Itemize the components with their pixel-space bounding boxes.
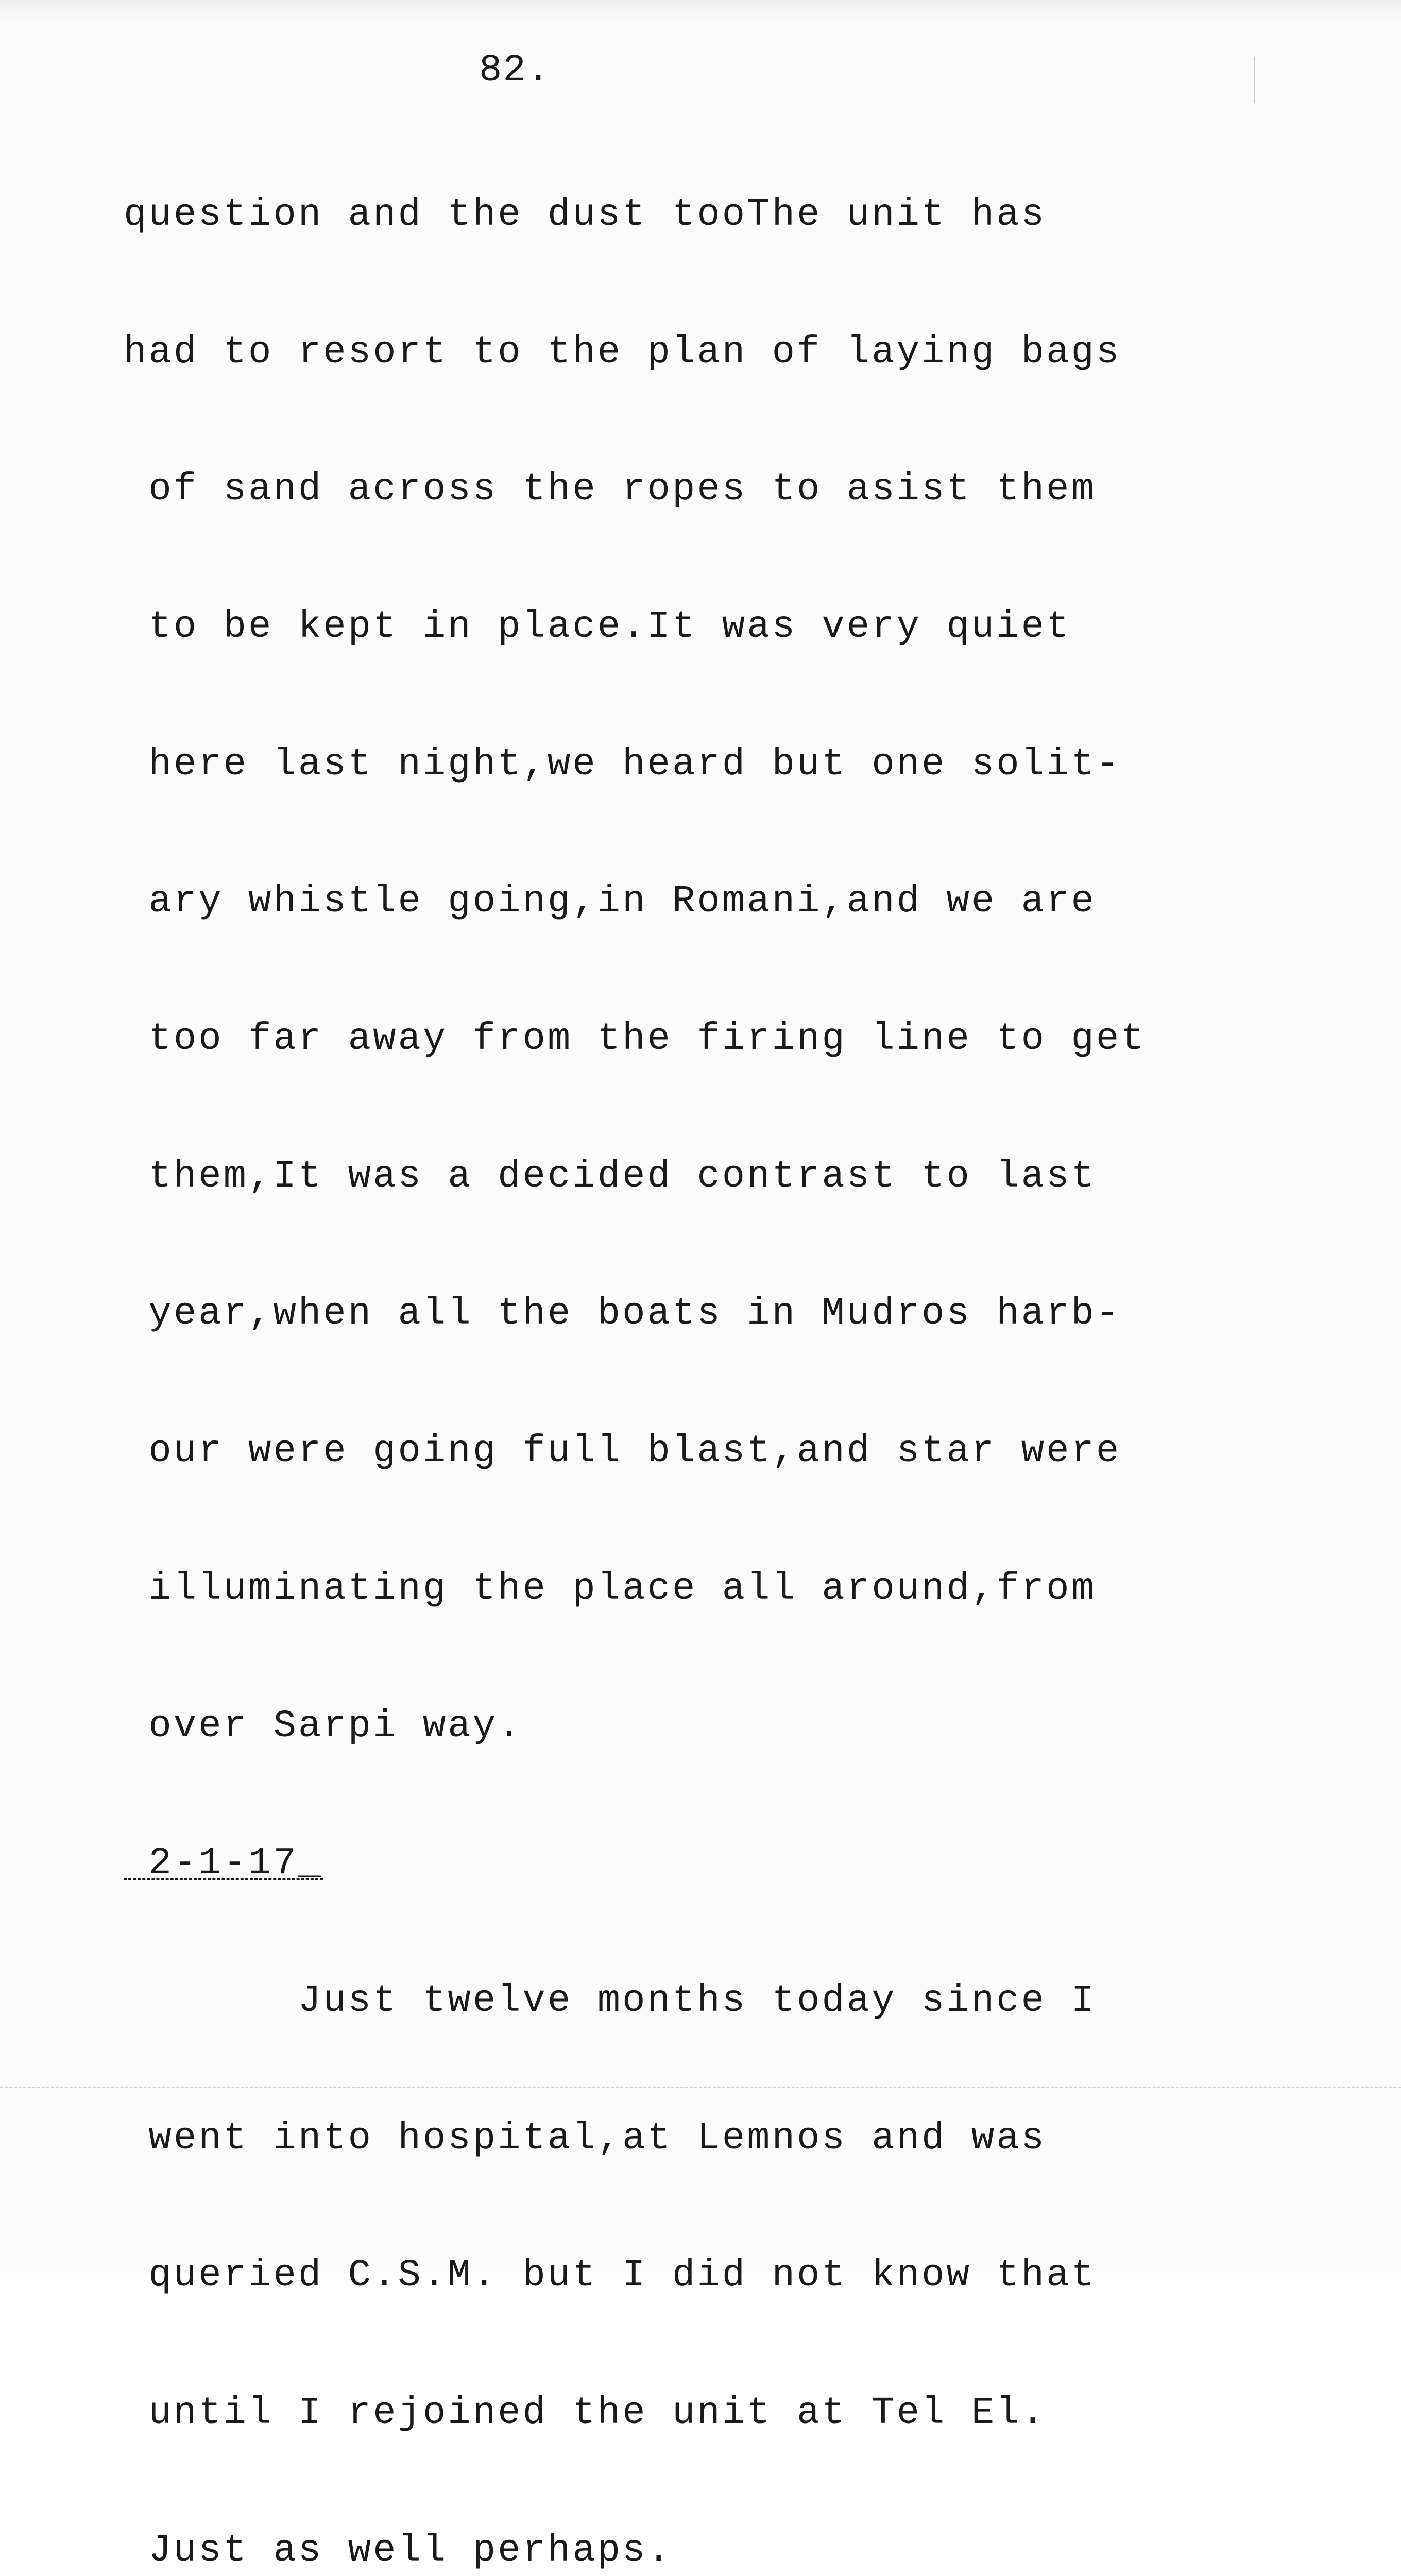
text-line: year,when all the boats in Mudros harb- <box>124 1292 1121 1336</box>
text-line: went into hospital,at Lemnos and was <box>124 2116 1047 2160</box>
scan-bottom-rule <box>0 2087 1401 2088</box>
date-heading: 2-1-17_ <box>124 1842 323 1886</box>
text-line: of sand across the ropes to asist them <box>124 468 1096 512</box>
text-line: Just twelve months today since I <box>124 1979 1096 2023</box>
typed-diary-text <box>124 100 1308 2576</box>
scan-top-edge <box>0 0 1401 21</box>
text-line: had to resort to the plan of laying bags <box>124 330 1121 374</box>
page-number: 82. <box>479 49 551 92</box>
text-line: too far away from the firing line to get <box>124 1018 1146 1061</box>
text-line: ary whistle going,in Romani,and we are <box>124 880 1096 924</box>
text-line: here last night,we heard but one solit- <box>124 742 1121 786</box>
text-line: over Sarpi way. <box>124 1704 523 1748</box>
text-line: our were going full blast,and star were <box>124 1430 1121 1473</box>
scan-margin-mark <box>1254 57 1255 103</box>
text-line: until I rejoined the unit at Tel El. <box>124 2392 1047 2435</box>
text-line: question and the dust tooThe unit has <box>124 193 1047 236</box>
text-line: queried C.S.M. but I did not know that <box>124 2254 1096 2298</box>
text-line: Just as well perhaps. <box>124 2529 672 2572</box>
text-line: them,It was a decided contrast to last <box>124 1155 1096 1198</box>
text-line: illuminating the place all around,from <box>124 1567 1096 1611</box>
text-line: to be kept in place.It was very quiet <box>124 605 1071 649</box>
